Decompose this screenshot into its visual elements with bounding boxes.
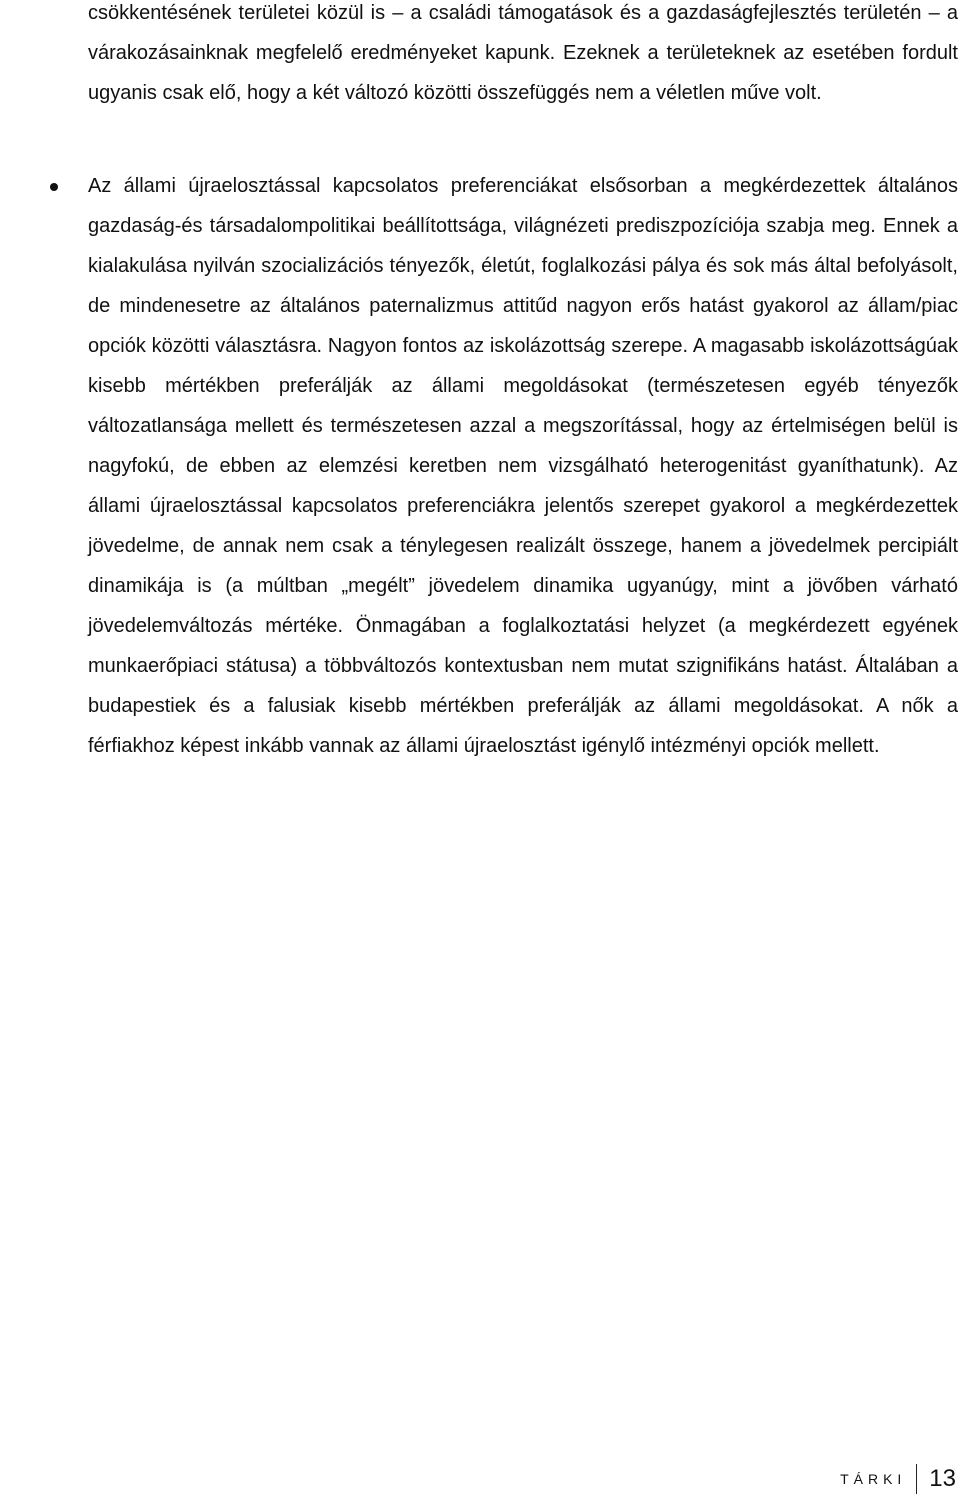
footer-brand: TÁRKI: [840, 1464, 917, 1494]
page-number: 13: [929, 1465, 956, 1492]
bullet-icon: [50, 183, 58, 191]
page-footer: [840, 1462, 956, 1496]
intro-paragraph: csökkentésének területei közül is – a családi támogatások és a gazdaságfejlesztés területén – a várakozásainknak megfelelő eredményeket kapunk. Ezeknek a területeknek az esetében fordult ugyanis csak elő, hogy a két változó közötti összefüggés nem a véletlen műve volt.: [88, 2, 958, 104]
bullet-paragraph: Az állami újraelosztással kapcsolatos preferenciákat elsősorban a megkérdezettek általános gazdaság-és társadalompolitikai beállítottsága, világnézeti prediszpozíciója szabja meg. Ennek a kialakulása nyilván szocializációs tényezők, életút, foglalkozási pálya és sok más által befolyásolt, de mindenesetre az általános paternalizmus attitűd nagyon erős hatást gyakorol az állam/piac opciók közötti választásra. Nagyon fontos az iskolázottság szerepe. A magasabb iskolázottságúak kisebb mértékben preferálják az állami megoldásokat (természetesen egyéb tényezők változatlansága mellett és természetesen azzal a megszorítással, hogy az értelmiségen belül is nagyfokú, de ebben az elemzési keretben nem vizsgálható heterogenitást gyaníthatunk). Az állami újraelosztással kapcsolatos preferenciákra jelentős szerepet gyakorol a megkérdezettek jövedelme, de annak nem csak a ténylegesen realizált összege, hanem a jövedelmek percipiált dinamikája is (a múltban „megélt” jövedelem dinamika ugyanúgy, mint a jövőben várható jövedelemváltozás mértéke. Önmagában a foglalkoztatási helyzet (a megkérdezett egyének munkaerőpiaci státusa) a többváltozós kontextusban nem mutat szignifikáns hatást. Általában a budapestiek és a falusiak kisebb mértékben preferálják az állami megoldásokat. A nők a férfiakhoz képest inkább vannak az állami újraelosztást igénylő intézményi opciók mellett.: [88, 175, 958, 757]
